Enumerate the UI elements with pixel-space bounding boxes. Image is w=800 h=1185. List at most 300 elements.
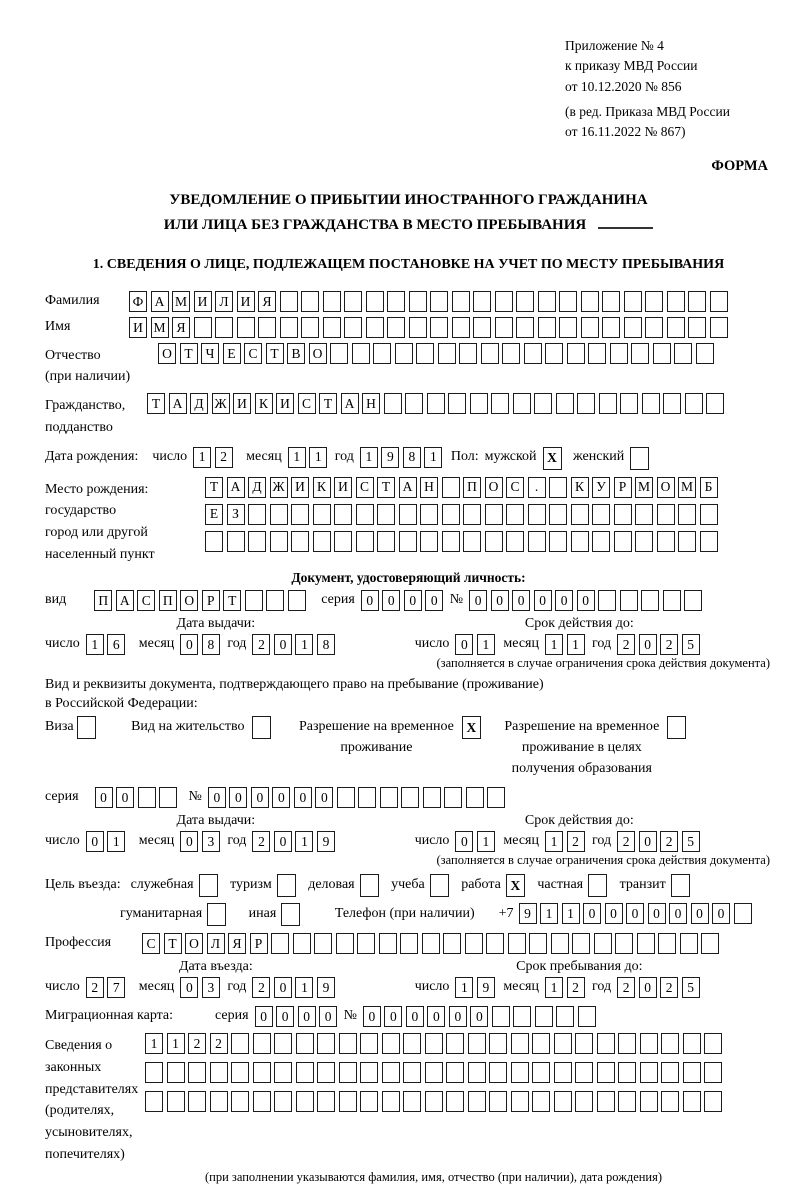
char-box[interactable]: 2 [86, 977, 104, 998]
char-box[interactable] [210, 1091, 228, 1112]
char-box[interactable] [270, 504, 288, 525]
char-box[interactable] [535, 1006, 553, 1027]
char-box[interactable]: П [463, 477, 481, 498]
char-box[interactable]: Л [215, 291, 233, 312]
checkbox[interactable] [277, 874, 296, 897]
char-box[interactable] [678, 531, 696, 552]
stay-day[interactable] [455, 977, 498, 998]
char-box[interactable] [513, 1006, 531, 1027]
char-box[interactable]: Я [172, 317, 190, 338]
char-box[interactable] [592, 504, 610, 525]
char-box[interactable] [485, 504, 503, 525]
char-box[interactable]: 1 [295, 831, 313, 852]
checkbox[interactable] [207, 903, 226, 926]
char-box[interactable]: И [237, 291, 255, 312]
char-box[interactable] [409, 317, 427, 338]
char-box[interactable] [473, 317, 491, 338]
char-box[interactable] [645, 291, 663, 312]
char-box[interactable] [572, 933, 590, 954]
migration-number-boxes[interactable] [363, 1006, 600, 1027]
char-box[interactable]: 0 [274, 977, 292, 998]
char-box[interactable]: 9 [519, 903, 537, 924]
char-box[interactable] [334, 504, 352, 525]
char-box[interactable] [663, 590, 681, 611]
char-box[interactable] [615, 933, 633, 954]
char-box[interactable] [468, 1033, 486, 1054]
char-box[interactable] [380, 787, 398, 808]
char-box[interactable] [366, 291, 384, 312]
char-box[interactable]: С [356, 477, 374, 498]
char-box[interactable] [554, 1033, 572, 1054]
char-box[interactable] [323, 291, 341, 312]
char-box[interactable] [334, 531, 352, 552]
char-box[interactable]: 0 [363, 1006, 381, 1027]
char-box[interactable] [422, 933, 440, 954]
entry-year[interactable] [252, 977, 338, 998]
char-box[interactable] [588, 343, 606, 364]
char-box[interactable] [610, 343, 628, 364]
residence-expiry-month[interactable] [545, 831, 588, 852]
char-box[interactable]: Р [202, 590, 220, 611]
char-box[interactable] [614, 531, 632, 552]
char-box[interactable] [425, 1091, 443, 1112]
char-box[interactable] [446, 1091, 464, 1112]
char-box[interactable] [384, 393, 402, 414]
char-box[interactable] [684, 590, 702, 611]
residence-expiry-day[interactable] [455, 831, 498, 852]
checkbox[interactable]: X [506, 874, 525, 897]
char-box[interactable] [602, 317, 620, 338]
char-box[interactable]: 2 [617, 977, 635, 998]
given-name-boxes[interactable] [129, 317, 731, 338]
char-box[interactable] [145, 1091, 163, 1112]
char-box[interactable] [446, 1033, 464, 1054]
char-box[interactable]: 0 [95, 787, 113, 808]
char-box[interactable]: 0 [691, 903, 709, 924]
char-box[interactable] [167, 1062, 185, 1083]
char-box[interactable] [602, 291, 620, 312]
citizenship-boxes[interactable] [147, 393, 728, 414]
char-box[interactable]: 0 [382, 590, 400, 611]
char-box[interactable] [336, 933, 354, 954]
char-box[interactable] [581, 291, 599, 312]
checkbox[interactable] [281, 903, 300, 926]
residence-issue-day[interactable] [86, 831, 129, 852]
char-box[interactable]: 0 [255, 1006, 273, 1027]
char-box[interactable] [554, 1062, 572, 1083]
char-box[interactable] [487, 787, 505, 808]
patronymic-boxes[interactable] [158, 343, 717, 364]
char-box[interactable] [571, 504, 589, 525]
char-box[interactable] [502, 343, 520, 364]
char-box[interactable] [452, 291, 470, 312]
char-box[interactable]: 0 [577, 590, 595, 611]
checkbox[interactable] [360, 874, 379, 897]
birth-place-row3[interactable] [205, 531, 721, 552]
char-box[interactable]: Р [250, 933, 268, 954]
char-box[interactable] [448, 393, 466, 414]
char-box[interactable]: Т [319, 393, 337, 414]
char-box[interactable] [495, 291, 513, 312]
char-box[interactable]: 1 [545, 977, 563, 998]
char-box[interactable] [145, 1062, 163, 1083]
char-box[interactable] [511, 1062, 529, 1083]
identity-issue-year[interactable] [252, 634, 338, 655]
char-box[interactable] [532, 1062, 550, 1083]
char-box[interactable]: О [158, 343, 176, 364]
char-box[interactable] [442, 531, 460, 552]
char-box[interactable]: 0 [491, 590, 509, 611]
char-box[interactable] [215, 317, 233, 338]
surname-boxes[interactable] [129, 291, 731, 312]
char-box[interactable] [663, 393, 681, 414]
char-box[interactable]: 0 [455, 831, 473, 852]
char-box[interactable]: 2 [252, 831, 270, 852]
char-box[interactable] [405, 393, 423, 414]
checkbox[interactable] [77, 716, 96, 739]
char-box[interactable]: 1 [455, 977, 473, 998]
char-box[interactable]: 0 [648, 903, 666, 924]
char-box[interactable] [575, 1033, 593, 1054]
char-box[interactable] [577, 393, 595, 414]
char-box[interactable] [382, 1091, 400, 1112]
char-box[interactable] [352, 343, 370, 364]
char-box[interactable]: О [657, 477, 675, 498]
purpose-checkbox[interactable] [360, 874, 383, 897]
char-box[interactable]: Ж [270, 477, 288, 498]
identity-expiry-day[interactable] [455, 634, 498, 655]
char-box[interactable] [377, 531, 395, 552]
char-box[interactable] [481, 343, 499, 364]
char-box[interactable] [258, 317, 276, 338]
char-box[interactable]: 0 [274, 831, 292, 852]
char-box[interactable]: Т [223, 590, 241, 611]
char-box[interactable] [661, 1091, 679, 1112]
char-box[interactable] [409, 291, 427, 312]
char-box[interactable] [416, 343, 434, 364]
char-box[interactable] [635, 531, 653, 552]
char-box[interactable] [301, 291, 319, 312]
char-box[interactable]: 1 [562, 903, 580, 924]
char-box[interactable]: 0 [512, 590, 530, 611]
char-box[interactable]: Д [190, 393, 208, 414]
char-box[interactable]: 0 [208, 787, 226, 808]
char-box[interactable]: 2 [567, 977, 585, 998]
char-box[interactable]: 1 [545, 634, 563, 655]
char-box[interactable]: 0 [425, 590, 443, 611]
sex-female-checkbox[interactable] [630, 447, 653, 470]
char-box[interactable]: Е [205, 504, 223, 525]
identity-series-boxes[interactable] [361, 590, 447, 611]
char-box[interactable]: М [678, 477, 696, 498]
char-box[interactable]: 0 [180, 634, 198, 655]
char-box[interactable] [532, 1091, 550, 1112]
char-box[interactable]: 0 [298, 1006, 316, 1027]
checkbox[interactable]: X [543, 447, 562, 470]
char-box[interactable]: 0 [712, 903, 730, 924]
char-box[interactable] [511, 1033, 529, 1054]
char-box[interactable]: 0 [251, 787, 269, 808]
char-box[interactable]: 9 [477, 977, 495, 998]
char-box[interactable]: Я [258, 291, 276, 312]
char-box[interactable] [442, 477, 460, 498]
char-box[interactable] [640, 1062, 658, 1083]
char-box[interactable] [683, 1091, 701, 1112]
char-box[interactable] [706, 393, 724, 414]
char-box[interactable]: М [172, 291, 190, 312]
char-box[interactable]: 0 [427, 1006, 445, 1027]
char-box[interactable] [620, 393, 638, 414]
char-box[interactable] [635, 504, 653, 525]
char-box[interactable] [492, 1006, 510, 1027]
char-box[interactable] [506, 504, 524, 525]
char-box[interactable]: 9 [381, 447, 399, 468]
char-box[interactable]: . [528, 477, 546, 498]
stay-month[interactable] [545, 977, 588, 998]
char-box[interactable]: 1 [167, 1033, 185, 1054]
char-box[interactable] [683, 1033, 701, 1054]
char-box[interactable]: 0 [406, 1006, 424, 1027]
char-box[interactable]: 0 [639, 977, 657, 998]
representatives-row2[interactable] [145, 1062, 726, 1083]
residence-series-boxes[interactable] [95, 787, 181, 808]
char-box[interactable] [549, 477, 567, 498]
char-box[interactable]: А [341, 393, 359, 414]
char-box[interactable]: Е [223, 343, 241, 364]
char-box[interactable]: С [244, 343, 262, 364]
char-box[interactable] [253, 1091, 271, 1112]
char-box[interactable] [468, 1062, 486, 1083]
char-box[interactable]: Н [420, 477, 438, 498]
char-box[interactable] [614, 504, 632, 525]
entry-month[interactable] [180, 977, 223, 998]
char-box[interactable] [194, 317, 212, 338]
char-box[interactable]: 0 [626, 903, 644, 924]
char-box[interactable]: Ж [212, 393, 230, 414]
char-box[interactable] [463, 504, 481, 525]
char-box[interactable] [528, 504, 546, 525]
char-box[interactable] [253, 1033, 271, 1054]
char-box[interactable] [661, 1033, 679, 1054]
char-box[interactable] [444, 787, 462, 808]
char-box[interactable] [597, 1062, 615, 1083]
char-box[interactable] [511, 1091, 529, 1112]
char-box[interactable] [357, 933, 375, 954]
char-box[interactable] [323, 317, 341, 338]
char-box[interactable] [575, 1091, 593, 1112]
char-box[interactable] [317, 1062, 335, 1083]
char-box[interactable]: А [399, 477, 417, 498]
char-box[interactable]: 0 [294, 787, 312, 808]
char-box[interactable]: 2 [617, 831, 635, 852]
char-box[interactable] [528, 531, 546, 552]
char-box[interactable] [696, 343, 714, 364]
char-box[interactable]: 0 [180, 977, 198, 998]
char-box[interactable]: 2 [215, 447, 233, 468]
sex-male-checkbox[interactable] [543, 447, 566, 470]
char-box[interactable] [688, 317, 706, 338]
char-box[interactable]: Т [205, 477, 223, 498]
char-box[interactable] [667, 317, 685, 338]
char-box[interactable] [237, 317, 255, 338]
char-box[interactable] [489, 1033, 507, 1054]
char-box[interactable] [701, 933, 719, 954]
char-box[interactable] [227, 531, 245, 552]
char-box[interactable]: 1 [107, 831, 125, 852]
char-box[interactable] [425, 1033, 443, 1054]
char-box[interactable]: 1 [477, 831, 495, 852]
char-box[interactable]: И [233, 393, 251, 414]
char-box[interactable]: 1 [309, 447, 327, 468]
char-box[interactable] [463, 531, 481, 552]
char-box[interactable]: Т [147, 393, 165, 414]
char-box[interactable]: А [151, 291, 169, 312]
char-box[interactable]: Л [207, 933, 225, 954]
char-box[interactable] [491, 393, 509, 414]
char-box[interactable]: Т [164, 933, 182, 954]
char-box[interactable]: 0 [639, 634, 657, 655]
char-box[interactable] [618, 1033, 636, 1054]
char-box[interactable] [443, 933, 461, 954]
char-box[interactable] [360, 1033, 378, 1054]
char-box[interactable]: 1 [545, 831, 563, 852]
char-box[interactable]: 0 [276, 1006, 294, 1027]
char-box[interactable] [313, 531, 331, 552]
char-box[interactable]: 0 [315, 787, 333, 808]
char-box[interactable]: С [506, 477, 524, 498]
char-box[interactable]: 0 [449, 1006, 467, 1027]
char-box[interactable] [373, 343, 391, 364]
char-box[interactable] [597, 1033, 615, 1054]
char-box[interactable]: 0 [605, 903, 623, 924]
char-box[interactable] [571, 531, 589, 552]
char-box[interactable] [344, 291, 362, 312]
identity-issue-day[interactable] [86, 634, 129, 655]
char-box[interactable]: П [159, 590, 177, 611]
char-box[interactable] [597, 1091, 615, 1112]
char-box[interactable]: 9 [317, 831, 335, 852]
char-box[interactable] [446, 1062, 464, 1083]
char-box[interactable] [210, 1062, 228, 1083]
char-box[interactable] [293, 933, 311, 954]
purpose-checkbox[interactable] [277, 874, 300, 897]
char-box[interactable] [301, 317, 319, 338]
char-box[interactable] [339, 1033, 357, 1054]
char-box[interactable] [395, 343, 413, 364]
char-box[interactable] [403, 1091, 421, 1112]
char-box[interactable] [438, 343, 456, 364]
representatives-row3[interactable] [145, 1091, 726, 1112]
char-box[interactable]: О [309, 343, 327, 364]
char-box[interactable] [356, 531, 374, 552]
char-box[interactable] [658, 933, 676, 954]
char-box[interactable]: 2 [567, 831, 585, 852]
temp-residence-checkbox[interactable] [462, 716, 485, 739]
char-box[interactable] [231, 1033, 249, 1054]
char-box[interactable] [624, 317, 642, 338]
char-box[interactable] [556, 393, 574, 414]
char-box[interactable] [377, 504, 395, 525]
char-box[interactable] [271, 933, 289, 954]
purpose-checkbox[interactable] [199, 874, 222, 897]
char-box[interactable]: 5 [682, 634, 700, 655]
char-box[interactable] [296, 1062, 314, 1083]
char-box[interactable]: О [485, 477, 503, 498]
char-box[interactable]: 0 [319, 1006, 337, 1027]
char-box[interactable] [291, 504, 309, 525]
char-box[interactable]: К [255, 393, 273, 414]
char-box[interactable] [231, 1091, 249, 1112]
visa-checkbox[interactable] [77, 716, 100, 739]
char-box[interactable] [516, 291, 534, 312]
char-box[interactable] [524, 343, 542, 364]
char-box[interactable] [641, 590, 659, 611]
char-box[interactable]: 1 [295, 634, 313, 655]
char-box[interactable] [465, 933, 483, 954]
char-box[interactable] [387, 291, 405, 312]
char-box[interactable]: Т [180, 343, 198, 364]
phone-boxes[interactable] [519, 903, 756, 924]
char-box[interactable] [551, 933, 569, 954]
char-box[interactable] [508, 933, 526, 954]
identity-number-boxes[interactable] [469, 590, 706, 611]
char-box[interactable] [403, 1062, 421, 1083]
char-box[interactable]: 2 [660, 634, 678, 655]
char-box[interactable] [159, 787, 177, 808]
char-box[interactable] [366, 317, 384, 338]
char-box[interactable] [618, 1062, 636, 1083]
char-box[interactable]: И [334, 477, 352, 498]
char-box[interactable] [459, 343, 477, 364]
char-box[interactable] [538, 317, 556, 338]
char-box[interactable]: Ф [129, 291, 147, 312]
char-box[interactable] [339, 1062, 357, 1083]
checkbox[interactable] [630, 447, 649, 470]
residence-expiry-year[interactable] [617, 831, 703, 852]
char-box[interactable] [403, 1033, 421, 1054]
char-box[interactable] [624, 291, 642, 312]
birth-place-row2[interactable] [205, 504, 721, 525]
char-box[interactable] [640, 1033, 658, 1054]
char-box[interactable]: Д [248, 477, 266, 498]
char-box[interactable] [700, 531, 718, 552]
char-box[interactable] [430, 317, 448, 338]
char-box[interactable] [683, 1062, 701, 1083]
char-box[interactable]: 0 [470, 1006, 488, 1027]
purpose-checkbox[interactable] [506, 874, 529, 897]
char-box[interactable]: К [571, 477, 589, 498]
char-box[interactable] [382, 1033, 400, 1054]
char-box[interactable] [314, 933, 332, 954]
char-box[interactable] [399, 531, 417, 552]
char-box[interactable] [330, 343, 348, 364]
char-box[interactable]: 2 [617, 634, 635, 655]
char-box[interactable] [534, 393, 552, 414]
char-box[interactable] [532, 1033, 550, 1054]
char-box[interactable] [274, 1062, 292, 1083]
char-box[interactable] [420, 531, 438, 552]
char-box[interactable]: С [298, 393, 316, 414]
char-box[interactable]: З [227, 504, 245, 525]
char-box[interactable] [620, 590, 638, 611]
char-box[interactable] [358, 787, 376, 808]
char-box[interactable] [339, 1091, 357, 1112]
char-box[interactable] [356, 504, 374, 525]
char-box[interactable] [549, 504, 567, 525]
purpose-checkbox[interactable] [430, 874, 453, 897]
char-box[interactable] [538, 291, 556, 312]
birth-day-boxes[interactable] [193, 447, 236, 468]
